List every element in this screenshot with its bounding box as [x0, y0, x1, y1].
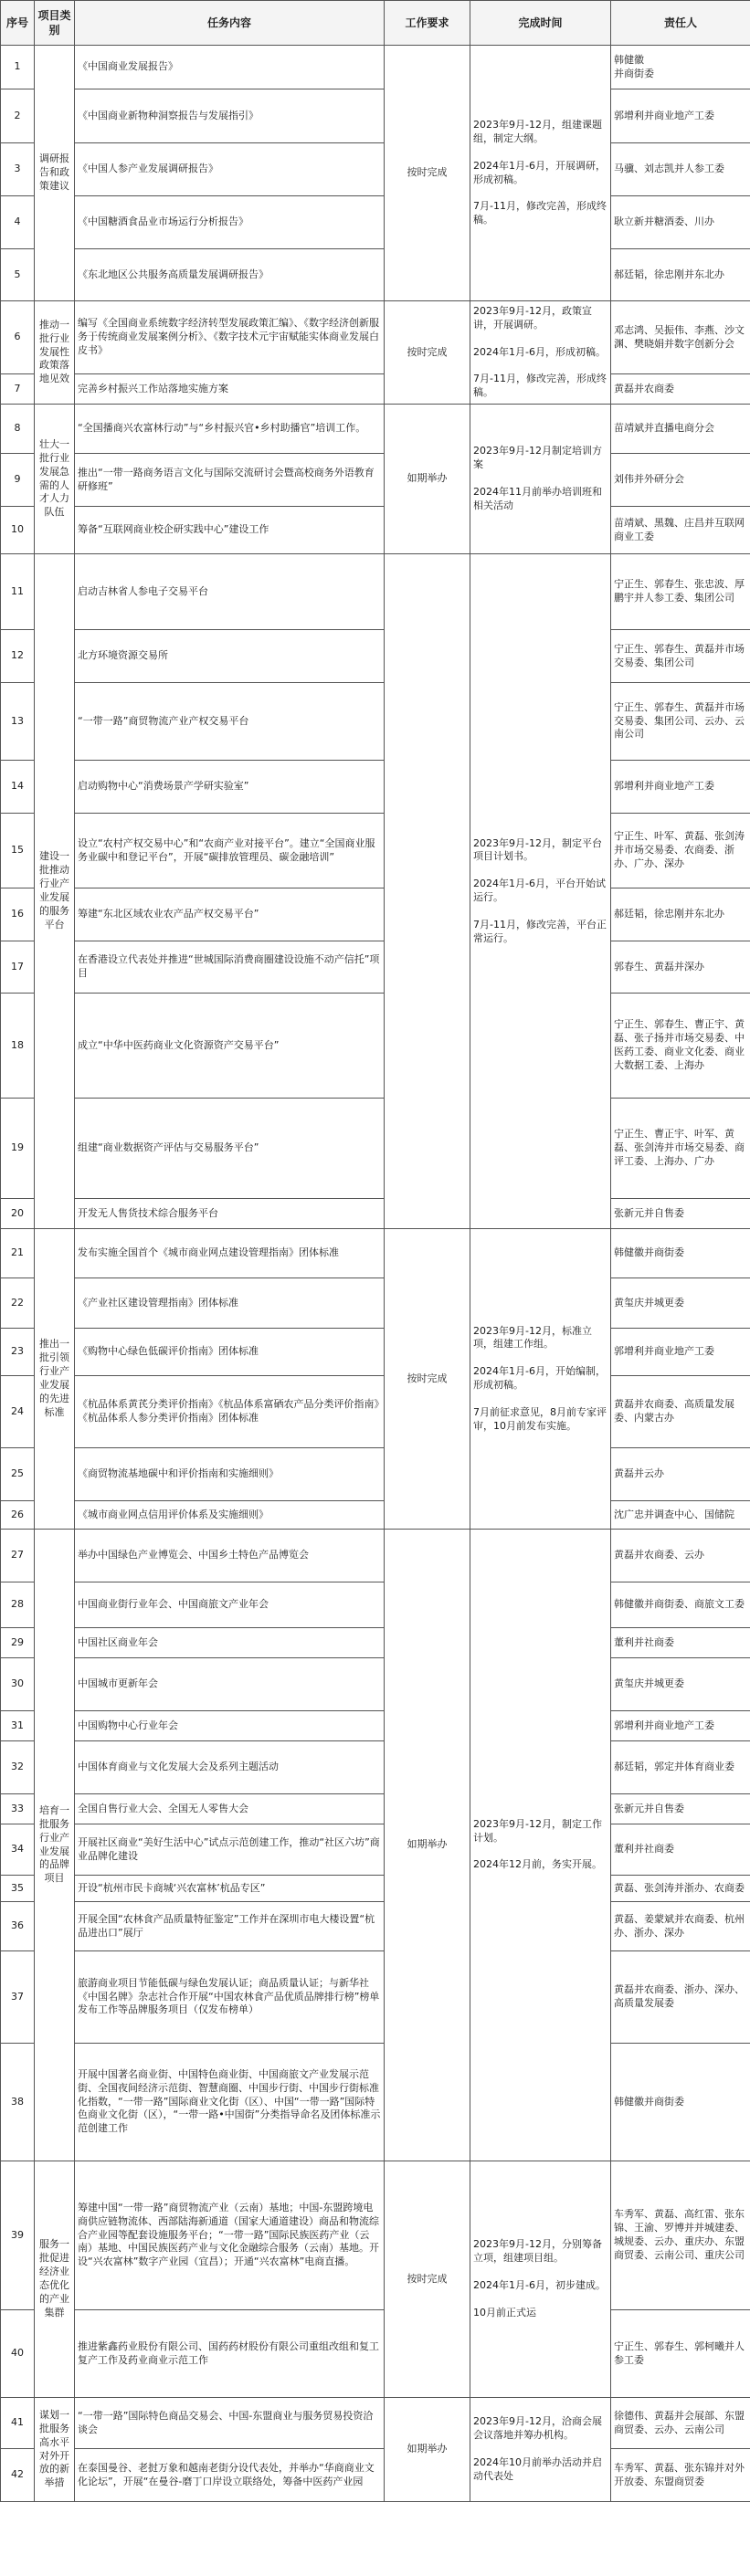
row-task: 开展全国“农林食产品质量特征鉴定”工作并在深圳市电大楼设置“杭品进出口”展厅: [75, 1902, 385, 1951]
row-seq: 6: [1, 301, 35, 374]
row-task: 设立“农村产权交易中心”和“农商产业对接平台”。建立“全国商业服务业碳中和登记平台”，开展“碳排放管理员、碳金融培训”: [75, 814, 385, 888]
row-seq: 39: [1, 2161, 35, 2310]
row-seq: 21: [1, 1229, 35, 1278]
row-seq: 31: [1, 1711, 35, 1741]
row-owner: 宁正生、郭春生、黄磊并市场交易委、集团公司: [611, 630, 750, 683]
time-line: 2024年1月-6月，开展调研，形成初稿。: [473, 159, 606, 185]
row-owner: 韩健徽并商街委、商旅文工委: [611, 1582, 750, 1628]
row-task: 启动购物中心“消费场景产学研实验室”: [75, 761, 385, 814]
table-row: [1, 1658, 750, 1711]
table-row: [1, 374, 750, 405]
row-seq: 40: [1, 2310, 35, 2398]
group-requirement: 如期举办: [385, 1530, 470, 2161]
table-row: [1, 1199, 750, 1229]
row-task: 《中国商业发展报告》: [75, 46, 385, 89]
row-task: 旅游商业项目节能低碳与绿色发展认证；商品质量认证；与新华社《中国名牌》杂志社合作开展“中国农林食产品优质品牌排行榜”榜单发布工作等品牌服务项目（仅发布榜单）: [75, 1951, 385, 2044]
row-seq: 4: [1, 196, 35, 249]
row-seq: 17: [1, 941, 35, 994]
row-seq: 34: [1, 1824, 35, 1876]
group-time: [470, 1530, 611, 2161]
row-owner: 郭增利并商业地产工委: [611, 761, 750, 814]
row-owner: 郭增利并商业地产工委: [611, 1711, 750, 1741]
group-requirement: 按时完成: [385, 301, 470, 405]
row-seq: 29: [1, 1628, 35, 1658]
row-seq: 35: [1, 1876, 35, 1902]
table-row: [1, 1951, 750, 2044]
group-time: [470, 554, 611, 1229]
table-row: [1, 2449, 750, 2502]
group-requirement: 按时完成: [385, 1229, 470, 1530]
header-owner: 责任人: [611, 1, 750, 46]
row-task: 筹建中国“一带一路”商贸物流产业（云南）基地；中国-东盟跨境电商供应链物流体、西部陆海新通道（国家大通道建设）商品和物流综合产业园等配套设施服务平台；“一带一路”国际民族医药产业（云南）基地、中国民族医药产业与文化金融综合服务（云南）基地。开设“兴农富林”数字产业园（宜昌）；开通“兴农富林”电商直播。: [75, 2161, 385, 2310]
group-requirement: 按时完成: [385, 46, 470, 301]
row-owner: 韩健徽 并商街委: [611, 46, 750, 89]
row-task: 中国商业街行业年会、中国商旅文产业年会: [75, 1582, 385, 1628]
row-owner: 郭春生、黄磊并深办: [611, 941, 750, 994]
row-seq: 14: [1, 761, 35, 814]
row-owner: 沈广忠并调查中心、国储院: [611, 1501, 750, 1530]
row-owner: 黄磊、姜蒙斌并农商委、杭州办、浙办、深办: [611, 1902, 750, 1951]
group-category: 调研报告和政策建议: [35, 46, 75, 301]
row-owner: 宁正生、郭春生、曹正宇、黄磊、张子扬并市场交易委、中医药工委、商业文化委、商业大数据工委、上海办: [611, 994, 750, 1099]
row-seq: 16: [1, 888, 35, 941]
table-row: [1, 1278, 750, 1329]
table-row: [1, 1099, 750, 1199]
table-row: [1, 941, 750, 994]
row-seq: 38: [1, 2044, 35, 2161]
table-row: [1, 1582, 750, 1628]
time-line: 7月-11月，修改完善，平台正常运行。: [473, 918, 607, 944]
group-category: 推出一批引领行业产业发展的先进标准: [35, 1229, 75, 1530]
row-seq: 33: [1, 1794, 35, 1824]
table-row: [1, 1876, 750, 1902]
table-row: [1, 2310, 750, 2398]
time-line: 2024年10月前举办活动并启动代表处: [473, 2455, 602, 2482]
table-row: [1, 683, 750, 761]
time-line: 2023年9月-12月，制定平台项目计划书。: [473, 836, 602, 863]
row-task: 开发无人售货技术综合服务平台: [75, 1199, 385, 1229]
row-task: 筹建“东北区域农业农产品产权交易平台”: [75, 888, 385, 941]
row-owner: 韩健徽并商街委: [611, 1229, 750, 1278]
group-category: 服务一批促进经济业态优化的产业集群: [35, 2161, 75, 2398]
time-line: 2024年12月前，务实开展。: [473, 1858, 602, 1871]
time-line: 2023年9月-12月，分别筹备立项，组建项目组。: [473, 2238, 602, 2265]
row-task: 《商贸物流基地碳中和评价指南和实施细则》: [75, 1448, 385, 1501]
row-seq: 5: [1, 249, 35, 301]
row-owner: 黄磊并农商委、高质量发展委、内蒙古办: [611, 1376, 750, 1448]
row-task: 《中国商业新物种洞察报告与发展指引》: [75, 89, 385, 143]
table-row: [1, 196, 750, 249]
row-owner: 耿立新并糖酒委、川办: [611, 196, 750, 249]
row-owner: 董利并社商委: [611, 1824, 750, 1876]
row-seq: 9: [1, 454, 35, 507]
row-owner: 郭增利并商业地产工委: [611, 1329, 750, 1376]
time-line: 2023年9月-12月，组建课题组，制定大纲。: [473, 119, 602, 144]
header-time: 完成时间: [470, 1, 611, 46]
row-task: 北方环境资源交易所: [75, 630, 385, 683]
row-task: 《中国人参产业发展调研报告》: [75, 143, 385, 196]
header-requirement: 工作要求: [385, 1, 470, 46]
row-seq: 8: [1, 405, 35, 454]
table-row: [1, 1628, 750, 1658]
row-task: 开展社区商业“美好生活中心”试点示范创建工作，推动“社区六坊”商业品牌化建设: [75, 1824, 385, 1876]
row-task: 开展中国著名商业街、中国特色商业街、中国商旅文产业发展示范街、全国夜间经济示范街、智慧商圈、中国步行街、中国步行街标准化指数，“一带一路”国际商业文化街（区）、中国“一带一路”国际特色商业文化街（区），“一带一路•中国街”分类指导命名及团体标准示范创建工作: [75, 2044, 385, 2161]
time-line: 2023年9月-12月，政策宣讲，开展调研。: [473, 305, 592, 331]
group-time: [470, 1229, 611, 1530]
row-task: 《产业社区建设管理指南》团体标准: [75, 1278, 385, 1329]
time-line: 2024年11月前举办培训班和相关活动: [473, 485, 602, 511]
table-row: [1, 89, 750, 143]
row-owner: 董利并社商委: [611, 1628, 750, 1658]
row-owner: 刘伟并外研分会: [611, 454, 750, 507]
group-time: [470, 46, 611, 301]
row-owner: 黄玺庆并城更委: [611, 1658, 750, 1711]
time-line: 2024年1月-6月，形成初稿。: [473, 345, 606, 358]
row-task: 开设“杭州市民卡商城‘兴农富林’杭品专区”: [75, 1876, 385, 1902]
row-seq: 32: [1, 1741, 35, 1794]
group-time: [470, 405, 611, 554]
header-category: 项目类别: [35, 1, 75, 46]
row-seq: 7: [1, 374, 35, 405]
table-row: [1, 761, 750, 814]
row-seq: 27: [1, 1530, 35, 1582]
table-row: [1, 994, 750, 1099]
row-task: 中国城市更新年会: [75, 1658, 385, 1711]
row-task: 成立“中华中医药商业文化资源资产交易平台”: [75, 994, 385, 1099]
time-line: 2023年9月-12月，制定工作计划。: [473, 1817, 602, 1844]
row-owner: 邓志鸿、吴振伟、李燕、沙文渊、樊晓娟并数字创新分会: [611, 301, 750, 374]
table-row: [1, 46, 750, 89]
time-line: 7月前征求意见，8月前专家评审，10月前发布实施。: [473, 1405, 607, 1432]
row-owner: 马骥、刘志凯并人参工委: [611, 143, 750, 196]
group-category: 建设一批推动行业产业发展的服务平台: [35, 554, 75, 1229]
row-task: 完善乡村振兴工作站落地实施方案: [75, 374, 385, 405]
row-task: 中国社区商业年会: [75, 1628, 385, 1658]
table-row: [1, 1794, 750, 1824]
group-category: 推动一批行业发展性政策落地见效: [35, 301, 75, 405]
table-row: [1, 454, 750, 507]
row-owner: 黄磊并农商委、浙办、深办、高质量发展委: [611, 1951, 750, 2044]
row-seq: 10: [1, 507, 35, 554]
row-seq: 13: [1, 683, 35, 761]
table-row: [1, 2044, 750, 2161]
group-time: [470, 301, 611, 405]
row-owner: 黄磊并农商委: [611, 374, 750, 405]
row-owner: 郝廷韬，徐忠刚并东北办: [611, 249, 750, 301]
row-seq: 26: [1, 1501, 35, 1530]
time-line: 2024年1月-6月，平台开始试运行。: [473, 878, 606, 903]
row-owner: 郭增利并商业地产工委: [611, 89, 750, 143]
time-line: 2023年9月-12月制定培训方案: [473, 445, 602, 471]
row-task: 《杭品体系黄芪分类评价指南》《杭品体系富硒农产品分类评价指南》《杭品体系人参分类评价指南》团体标准: [75, 1376, 385, 1448]
row-task: 中国购物中心行业年会: [75, 1711, 385, 1741]
time-line: 10月前正式运: [473, 2306, 536, 2318]
table-row: [1, 814, 750, 888]
group-time: [470, 2161, 611, 2398]
table-row: [1, 1530, 750, 1582]
table-row: [1, 143, 750, 196]
table-row: [1, 1741, 750, 1794]
row-task: 《东北地区公共服务高质量发展调研报告》: [75, 249, 385, 301]
row-owner: 张新元并自售委: [611, 1794, 750, 1824]
row-task: 发布实施全国首个《城市商业网点建设管理指南》团体标准: [75, 1229, 385, 1278]
row-task: 推进紫鑫药业股份有限公司、国药药材股份有限公司重组改组和复工复产工作及药业商业示范工作: [75, 2310, 385, 2398]
row-task: 《中国糖酒食品业市场运行分析报告》: [75, 196, 385, 249]
row-owner: 张新元并自售委: [611, 1199, 750, 1229]
table-row: [1, 1824, 750, 1876]
row-task: 《购物中心绿色低碳评价指南》团体标准: [75, 1329, 385, 1376]
table-row: [1, 630, 750, 683]
row-owner: 宁正生、曹正宇、叶军、黄磊、张剑涛并市场交易委、商评工委、上海办、广办: [611, 1099, 750, 1199]
header-task: 任务内容: [75, 1, 385, 46]
row-seq: 1: [1, 46, 35, 89]
row-task: 《城市商业网点信用评价体系及实施细则》: [75, 1501, 385, 1530]
table-row: [1, 1229, 750, 1278]
row-task: 编写《全国商业系统数字经济转型发展政策汇编》、《数字经济创新服务于传统商业发展案例分析》、《数字技术元宇宙赋能实体商业发展白皮书》: [75, 301, 385, 374]
time-line: 2024年1月-6月，开始编制，形成初稿。: [473, 1365, 606, 1391]
row-owner: 郝廷韬，徐忠刚并东北办: [611, 888, 750, 941]
row-task: 在泰国曼谷、老挝万象和越南老街分设代表处，并举办“华商商业文化论坛”，开展“在曼谷-磨丁口岸设立联络处，筹备中医药产业园: [75, 2449, 385, 2502]
table-row: [1, 2398, 750, 2449]
row-task: “一带一路”国际特色商品交易会、中国-东盟商业与服务贸易投资洽谈会: [75, 2398, 385, 2449]
time-line: 2024年1月-6月，初步建成。: [473, 2279, 606, 2291]
group-requirement: 如期举办: [385, 405, 470, 554]
row-seq: 18: [1, 994, 35, 1099]
row-task: “一带一路”商贸物流产业产权交易平台: [75, 683, 385, 761]
row-task: 筹备“互联网商业校企研实践中心”建设工作: [75, 507, 385, 554]
group-category: 谋划一批服务高水平对外开放的新举措: [35, 2398, 75, 2502]
group-time: [470, 2398, 611, 2502]
row-task: 全国自售行业大会、全国无人零售大会: [75, 1794, 385, 1824]
row-seq: 24: [1, 1376, 35, 1448]
row-seq: 20: [1, 1199, 35, 1229]
row-owner: 黄磊并云办: [611, 1448, 750, 1501]
row-seq: 41: [1, 2398, 35, 2449]
row-seq: 3: [1, 143, 35, 196]
row-task: 举办中国绿色产业博览会、中国乡土特色产品博览会: [75, 1530, 385, 1582]
row-seq: 2: [1, 89, 35, 143]
table-row: [1, 1329, 750, 1376]
row-owner: 黄玺庆并城更委: [611, 1278, 750, 1329]
row-owner: 宁正生、郭春生、黄磊并市场交易委、集团公司、云办、云南公司: [611, 683, 750, 761]
table-row: [1, 1501, 750, 1530]
group-requirement: 按时完成: [385, 2161, 470, 2398]
row-owner: 黄磊并农商委、云办: [611, 1530, 750, 1582]
row-seq: 42: [1, 2449, 35, 2502]
table-row: [1, 507, 750, 554]
row-owner: 宁正生、郭春生、郭柯曦并人参工委: [611, 2310, 750, 2398]
time-line: 2023年9月-12月，洽商会展会议落地并筹办机构。: [473, 2415, 602, 2442]
row-seq: 22: [1, 1278, 35, 1329]
group-requirement: 如期举办: [385, 2398, 470, 2502]
row-owner: 徐德伟、黄磊并会展部、东盟商贸委、云办、云南公司: [611, 2398, 750, 2449]
table-row: [1, 405, 750, 454]
row-seq: 23: [1, 1329, 35, 1376]
row-seq: 25: [1, 1448, 35, 1501]
row-owner: 车秀军、黄磊、高红雷、张东锦、王渝、罗博并并城建委、城规委、云办、重庆办、东盟商贸委、云南公司、重庆公司: [611, 2161, 750, 2310]
group-requirement: [385, 554, 470, 1229]
row-owner: 车秀军、黄磊、张东锦并对外开放委、东盟商贸委: [611, 2449, 750, 2502]
row-seq: 19: [1, 1099, 35, 1199]
row-owner: 郝廷韬，郭定并体育商业委: [611, 1741, 750, 1794]
table-row: [1, 301, 750, 374]
row-task: 启动吉林省人参电子交易平台: [75, 554, 385, 630]
row-owner: 苗靖斌、黑魏、庄昌并互联网商业工委: [611, 507, 750, 554]
table-row: [1, 1376, 750, 1448]
row-task: 在香港设立代表处并推进“世城国际消费商圈建设设施不动产信托”项目: [75, 941, 385, 994]
table-header-row: [1, 1, 750, 46]
group-category: 培育一批服务行业产业发展的品牌项目: [35, 1530, 75, 2161]
table-row: [1, 888, 750, 941]
table-row: [1, 249, 750, 301]
row-seq: 11: [1, 554, 35, 630]
time-line: 7月-11月，修改完善，形成终稿。: [473, 200, 607, 226]
row-seq: 12: [1, 630, 35, 683]
table-body: [1, 46, 750, 2502]
row-task: 组建“商业数据资产评估与交易服务平台”: [75, 1099, 385, 1199]
table-row: [1, 1448, 750, 1501]
table-row: [1, 1902, 750, 1951]
row-seq: 30: [1, 1658, 35, 1711]
table-row: [1, 2161, 750, 2310]
row-task: 推出“一带一路商务语言文化与国际交流研讨会暨高校商务外语教育研修班”: [75, 454, 385, 507]
table-row: [1, 554, 750, 630]
row-owner: 韩健徽并商街委: [611, 2044, 750, 2161]
row-task: 中国体育商业与文化发展大会及系列主题活动: [75, 1741, 385, 1794]
row-owner: 宁正生、叶军、黄磊、张剑涛并市场交易委、农商委、浙办、广办、深办: [611, 814, 750, 888]
time-line: 7月-11月，修改完善，形成终稿。: [473, 373, 607, 399]
group-category: 壮大一批行业发展急需的人才人力队伍: [35, 405, 75, 554]
row-seq: 28: [1, 1582, 35, 1628]
row-owner: 苗靖斌并直播电商分会: [611, 405, 750, 454]
row-owner: 宁正生、郭春生、张忠波、厚鹏宇并人参工委、集团公司: [611, 554, 750, 630]
row-seq: 37: [1, 1951, 35, 2044]
table-row: [1, 1711, 750, 1741]
row-seq: 36: [1, 1902, 35, 1951]
time-line: 2023年9月-12月，标准立项，组建工作组。: [473, 1324, 592, 1351]
row-task: “全国播商兴农富林行动”与“乡村振兴官•乡村助播官”培训工作。: [75, 405, 385, 454]
header-seq: 序号: [1, 1, 35, 46]
row-owner: 黄磊、张剑涛并浙办、农商委: [611, 1876, 750, 1902]
row-seq: 15: [1, 814, 35, 888]
